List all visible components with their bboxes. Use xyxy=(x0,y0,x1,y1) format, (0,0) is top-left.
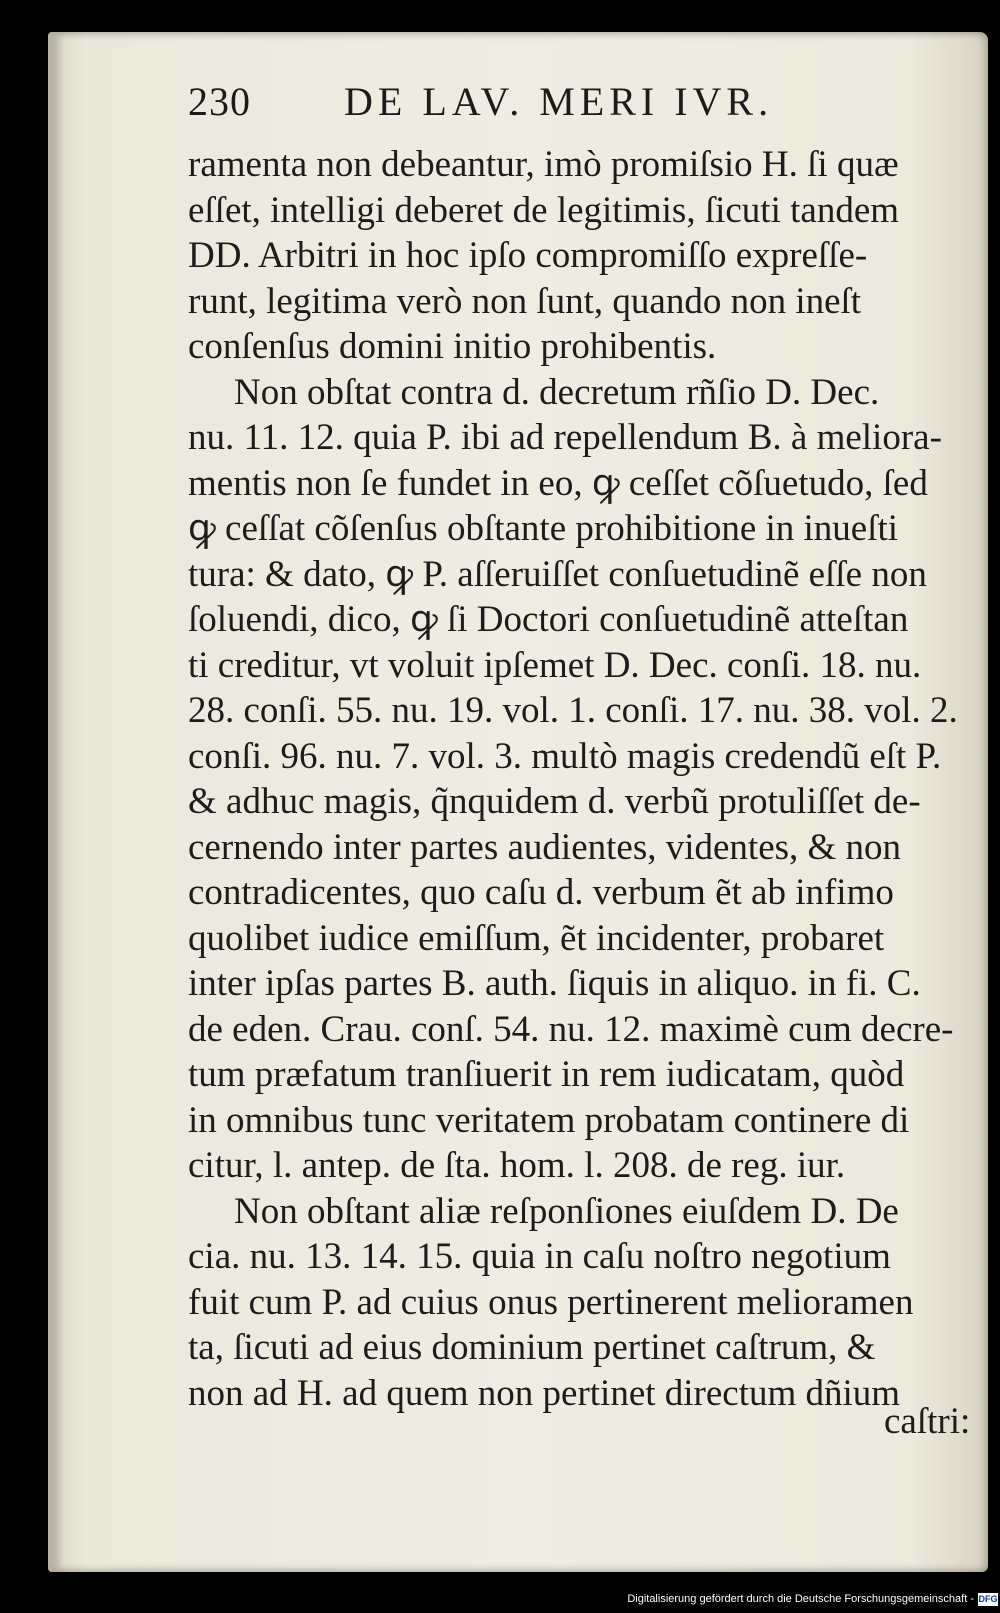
text-line: fuit cum P. ad cuius onus pertinerent melioramen xyxy=(188,1281,914,1323)
text-line: 28. conſi. 55. nu. 19. vol. 1. conſi. 17. nu. 38. vol. 2. xyxy=(188,690,958,731)
text-line: mentis non ſe fundet in eo, ꝙ ceſſet cõſuetudo, ſed xyxy=(188,462,928,504)
text-line: nu. 11. 12. quia P. ibi ad repellendum B. à meliora- xyxy=(188,417,942,458)
catchword: caſtri: xyxy=(884,1401,971,1442)
text-line: non ad H. ad quem non pertinet directum dñium xyxy=(188,1372,901,1414)
text-line: de eden. Crau. conſ. 54. nu. 12. maximè cum decre- xyxy=(188,1008,954,1050)
text-line: cernendo inter partes audientes, videntes, & non xyxy=(188,826,902,868)
text-line: ramenta non debeantur, imò promiſsio H. ſi quæ xyxy=(188,144,899,185)
text-line: tura: & dato, ꝙ P. aſſeruiſſet conſuetudinẽ eſſe non xyxy=(188,553,927,595)
body-text xyxy=(188,142,988,1416)
dfg-logo: DFG xyxy=(978,1594,998,1604)
digitization-footer xyxy=(0,1590,1000,1613)
text-line: inter ipſas partes B. auth. ſiquis in aliquo. in fi. C. xyxy=(188,963,921,1004)
text-line: ſoluendi, dico, ꝙ ſi Doctori conſuetudinẽ atteſtan xyxy=(188,599,909,640)
text-line: Non obſtant aliæ reſponſiones eiuſdem D. De xyxy=(234,1190,899,1232)
text-line: runt, legitima verò non ſunt, quando non ineſt xyxy=(188,280,862,322)
text-line: cia. nu. 13. 14. 15. quia in caſu noſtro negotium xyxy=(188,1236,891,1277)
text-line: ꝙ ceſſat cõſenſus obſtante prohibitione in inueſti xyxy=(188,508,899,549)
text-line: quolibet iudice emiſſum, ẽt incidenter, probaret xyxy=(188,917,885,959)
text-line: & adhuc magis, q̃nquidem d. verbũ protuliſſet de- xyxy=(188,781,921,822)
text-line: in omnibus tunc veritatem probatam continere di xyxy=(188,1099,910,1141)
text-line: ti creditur, vt voluit ipſemet D. Dec. conſi. 18. nu. xyxy=(188,644,922,686)
running-header xyxy=(188,78,868,134)
book-page xyxy=(48,32,988,1572)
text-line: ta, ſicuti ad eius dominium pertinet caſtrum, & xyxy=(188,1327,876,1368)
text-line: conſi. 96. nu. 7. vol. 3. multò magis credendũ eſt P. xyxy=(188,735,942,777)
text-line: contradicentes, quo caſu d. verbum ẽt ab infimo xyxy=(188,872,894,913)
text-line: conſenſus domini initio prohibentis. xyxy=(188,326,717,367)
page-number: 230 xyxy=(188,79,251,124)
text-line: DD. Arbitri in hoc ipſo compromiſſo expreſſe- xyxy=(188,235,868,276)
running-title: DE LAV. MERI IVR. xyxy=(344,79,774,124)
text-line: Non obſtat contra d. decretum rñſio D. Dec. xyxy=(234,371,880,413)
digitization-note: Digitalisierung gefördert durch die Deutsche Forschungsgemeinschaft - xyxy=(627,1593,974,1605)
page-gutter-shadow xyxy=(48,32,64,1572)
text-line: eſſet, intelligi deberet de legitimis, ſicuti tandem xyxy=(188,189,900,231)
text-line: citur, l. antep. de ſta. hom. l. 208. de reg. iur. xyxy=(188,1145,846,1186)
text-line: tum præfatum tranſiuerit in rem iudicatam, quòd xyxy=(188,1054,905,1095)
